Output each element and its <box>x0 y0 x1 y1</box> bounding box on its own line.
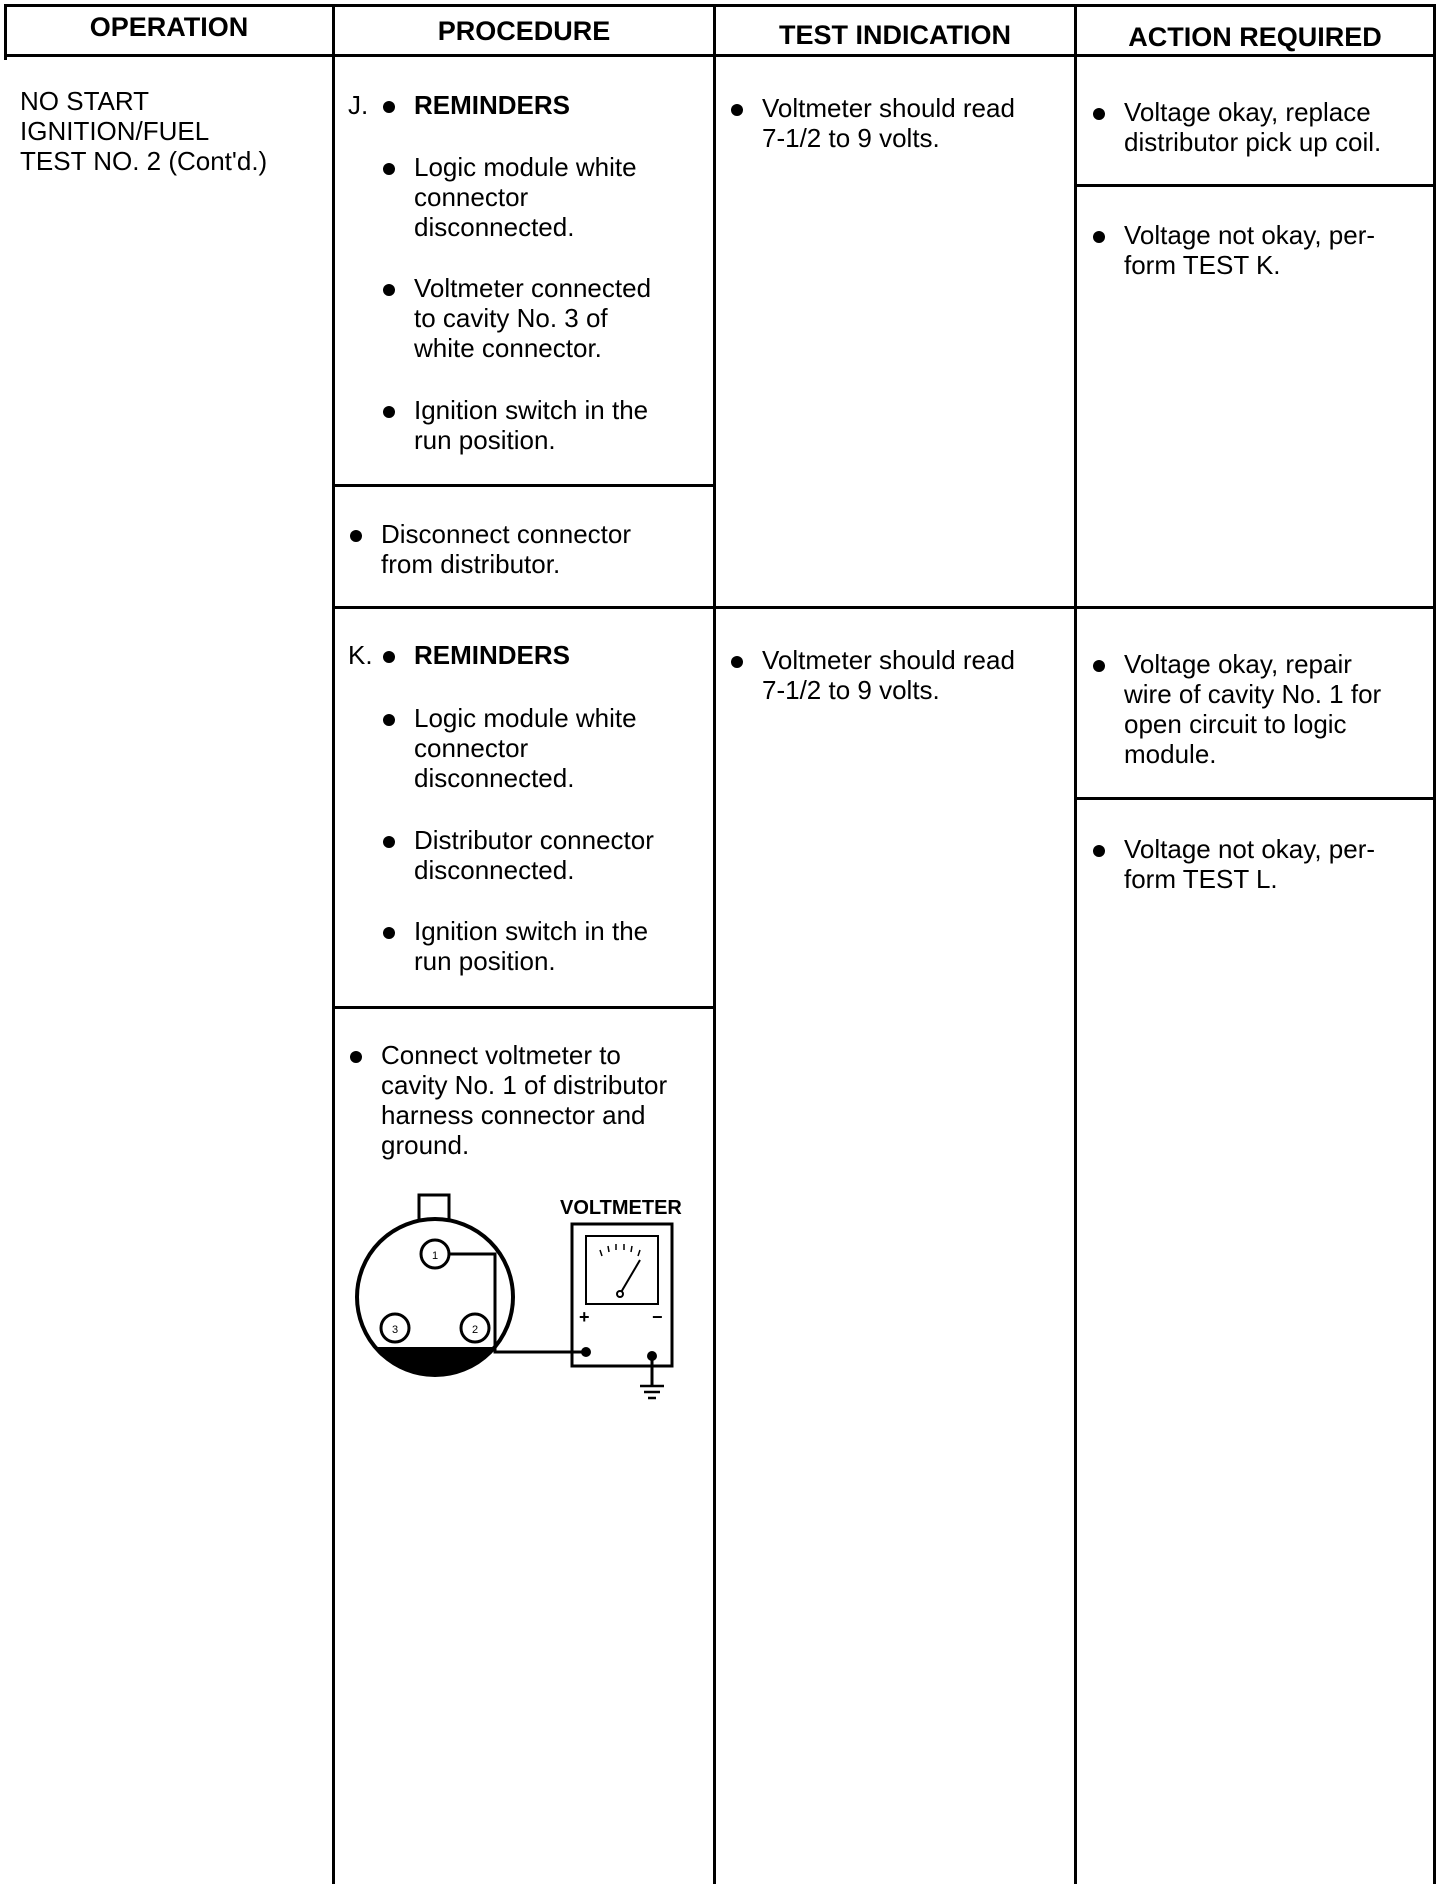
test-k-reminder-1-line-3: disconnected. <box>414 763 575 793</box>
test-j-reminder-1-line-3: disconnected. <box>414 212 575 242</box>
test-j-reminder-2-line-2: to cavity No. 3 of <box>414 303 608 333</box>
bullet <box>383 101 395 113</box>
needle-pivot <box>617 1291 623 1297</box>
header-test-indication: TEST INDICATION <box>779 20 1011 50</box>
operation-line-1: NO START <box>20 86 150 116</box>
bullet <box>731 104 743 116</box>
procedure-k-reminders-divider <box>334 1006 714 1009</box>
bullet <box>383 406 395 418</box>
test-j-reminder-3-line-1: Ignition switch in the <box>414 395 649 425</box>
bullet <box>383 927 395 939</box>
test-k-action-ok-line-1: Voltage okay, repair <box>1124 649 1352 679</box>
test-j-reminder-2-line-1: Voltmeter connected <box>414 273 652 303</box>
test-k-reminder-2-line-2: disconnected. <box>414 855 575 885</box>
operation-line-2: IGNITION/FUEL <box>20 116 210 146</box>
action-j-divider <box>1076 184 1434 187</box>
bullet <box>383 836 395 848</box>
test-k-reminders-label: REMINDERS <box>414 640 571 670</box>
action-k-divider <box>1076 797 1434 800</box>
test-k-step-line-2: cavity No. 1 of distributor <box>381 1070 668 1100</box>
test-k-action-not-ok-line-1: Voltage not okay, per- <box>1124 834 1376 864</box>
header-action-required: ACTION REQUIRED <box>1128 22 1382 52</box>
test-j-indication-line-1: Voltmeter should read <box>762 93 1015 123</box>
bullet <box>1093 231 1105 243</box>
test-j-reminders-label: REMINDERS <box>414 90 571 120</box>
bullet <box>383 163 395 175</box>
test-k-reminder-2-line-1: Distributor connector <box>414 825 654 855</box>
bullet <box>1093 660 1105 672</box>
test-j-k-divider <box>334 606 1434 609</box>
connector-dark-segment <box>375 1347 495 1375</box>
bullet <box>1093 845 1105 857</box>
bullet <box>383 651 395 663</box>
test-j-letter: J. <box>348 90 369 120</box>
header-operation: OPERATION <box>89 12 249 42</box>
test-j-step-line-2: from distributor. <box>381 549 561 579</box>
test-k-reminder-1-line-2: connector <box>414 733 529 763</box>
test-k-letter: K. <box>348 640 373 670</box>
plus-terminal-label: + <box>579 1307 590 1327</box>
procedure-j-reminders-divider <box>334 484 714 487</box>
bullet <box>383 714 395 726</box>
test-j-reminder-1-line-1: Logic module white <box>414 152 637 182</box>
test-k-action-not-ok-line-2: form TEST L. <box>1124 864 1278 894</box>
bullet <box>350 530 362 542</box>
test-k-action-ok-line-2: wire of cavity No. 1 for <box>1124 679 1382 709</box>
test-k-indication-line-1: Voltmeter should read <box>762 645 1015 675</box>
positive-terminal <box>581 1347 591 1357</box>
operation-line-3: TEST NO. 2 (Cont'd.) <box>20 146 268 176</box>
test-k-reminder-1-line-1: Logic module white <box>414 703 637 733</box>
test-j-action-not-ok-line-1: Voltage not okay, per- <box>1124 220 1376 250</box>
minus-terminal-label: − <box>652 1307 663 1327</box>
operation-procedure-divider <box>332 4 335 1884</box>
test-j-action-not-ok-line-2: form TEST K. <box>1124 250 1281 280</box>
ground-symbol <box>640 1386 664 1398</box>
test-k-step-line-3: harness connector and <box>381 1100 646 1130</box>
test-k-reminder-3-line-2: run position. <box>414 946 556 976</box>
right-border <box>1433 4 1436 1884</box>
test-k-indication-line-2: 7-1/2 to 9 volts. <box>762 675 940 705</box>
bullet <box>383 284 395 296</box>
bullet <box>1093 108 1105 120</box>
procedure-indication-divider <box>713 4 716 1884</box>
voltmeter-wiring-diagram <box>350 1180 700 1420</box>
table-top-border <box>4 4 1436 7</box>
cavity-2-label: 2 <box>471 1324 479 1336</box>
test-j-reminder-2-line-3: white connector. <box>414 333 602 363</box>
bullet <box>731 656 743 668</box>
test-j-indication-line-2: 7-1/2 to 9 volts. <box>762 123 940 153</box>
test-j-reminder-1-line-2: connector <box>414 182 529 212</box>
voltmeter-label: VOLTMETER <box>560 1197 682 1219</box>
cavity-1-label: 1 <box>431 1250 439 1262</box>
bullet <box>350 1051 362 1063</box>
test-k-action-ok-line-3: open circuit to logic <box>1124 709 1347 739</box>
header-procedure: PROCEDURE <box>437 16 611 46</box>
test-k-step-line-4: ground. <box>381 1130 470 1160</box>
test-j-reminder-3-line-2: run position. <box>414 425 556 455</box>
test-j-action-ok-line-1: Voltage okay, replace <box>1124 97 1371 127</box>
indication-action-divider <box>1074 4 1077 1884</box>
test-k-action-ok-line-4: module. <box>1124 739 1217 769</box>
test-k-step-line-1: Connect voltmeter to <box>381 1040 621 1070</box>
test-j-step-line-1: Disconnect connector <box>381 519 632 549</box>
header-bottom-border <box>4 54 1436 57</box>
test-k-reminder-3-line-1: Ignition switch in the <box>414 916 649 946</box>
cavity-3-label: 3 <box>391 1324 399 1336</box>
test-j-action-ok-line-2: distributor pick up coil. <box>1124 127 1382 157</box>
